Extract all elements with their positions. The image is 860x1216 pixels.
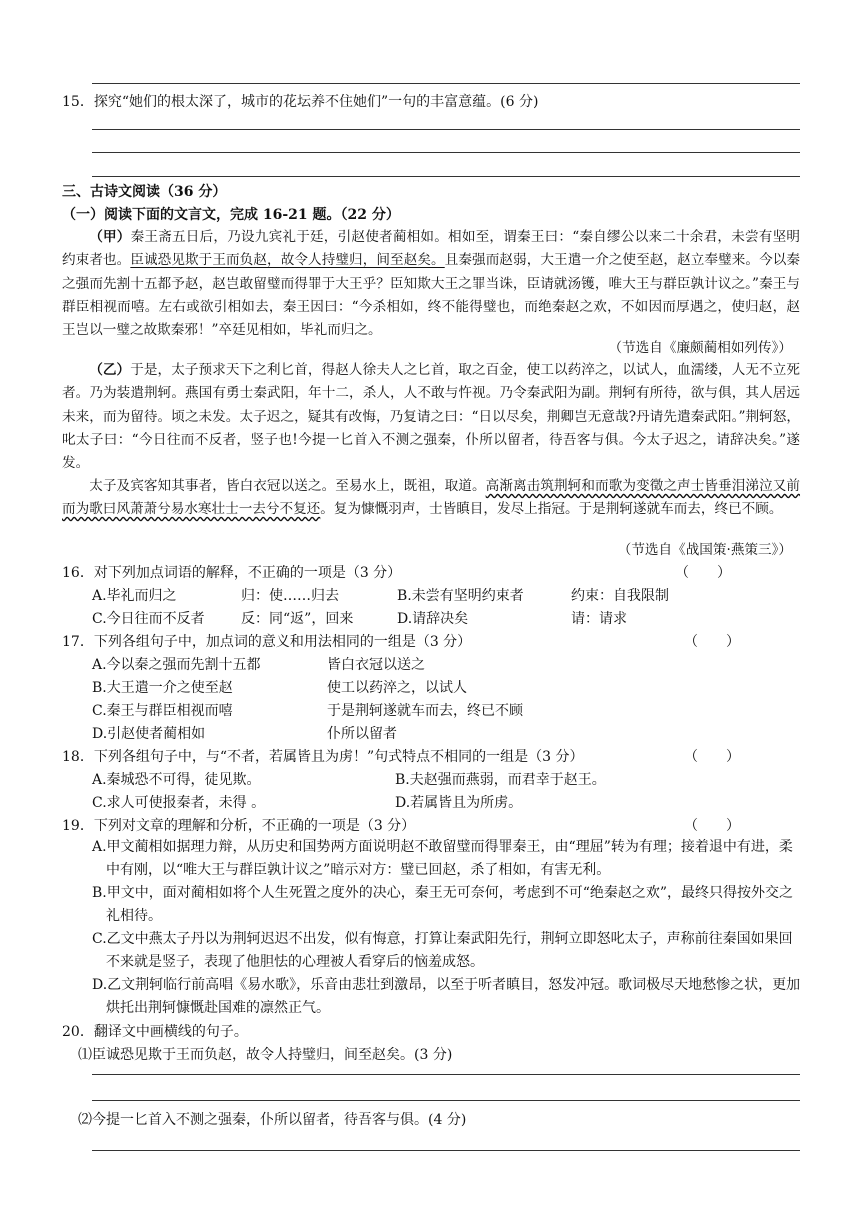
answer-line [92, 129, 800, 130]
option-b: B.甲文中，面对蔺相如将个人生死置之度外的决心，秦王无可奈何，考虑到不可“绝秦赵之欢”，最终只得按外交之礼相待。 [92, 885, 794, 924]
passage-jia [62, 226, 800, 342]
option-d: D.乙文荆轲临行前高唱《易水歌》，乐音由悲壮到激昂，以至于听者瞋目，怒发冲冠。歌词极尽天地愁惨之状，更加烘托出荆轲慷慨赴国难的凛然正气。 [92, 977, 801, 1016]
underlined-sentence: 臣诚恐见欺于王而负赵，故令人持璧归，间至赵矣。 [130, 252, 445, 269]
option-c: C.秦王与群臣相视而嘻 [92, 703, 233, 719]
answer-line [92, 1074, 800, 1075]
option-d: D.若属皆且为所虏。 [395, 795, 523, 811]
subsection-title: （一）阅读下面的文言文，完成 16-21 题。（22 分） [62, 207, 400, 223]
passage-text: 于是，太子预求天下之利匕首，得赵人徐夫人之匕首，取之百金，使工以药淬之，以试人，血濡缕，人无不立死者。乃为装遣荆轲。燕国有勇士秦武阳，年十二，杀人，人不敢与忤视。乃令秦武阳为副。荆轲有所待，欲与俱，其人居远未来，而为留待。顷之未发。太子迟之，疑其有改悔，乃复请之曰：“日以尽矣，荆卿岂无意哉?丹请先遣秦武阳。”荆轲怒，叱太子曰：“今日往而不反者，竖子也!今提一匕首入不测之强秦，仆所以留者，待吾客与俱。今太子迟之，请辞决矣。”遂发。 [62, 362, 800, 472]
passage-yi [62, 359, 800, 475]
option-a: A.甲文蔺相如据理力辩，从历史和国势两方面说明赵不敢留璧而得罪秦王，由“理屈”转为有理；接着退中有进，柔中有刚，以“唯大王与群臣孰计议之”暗示对方：璧已回赵，杀了相如，有害无利。 [92, 839, 793, 878]
answer-line [92, 176, 800, 177]
option-b: B.大王遣一介之使至赵 [92, 680, 233, 696]
translation-item-2: ⑵今提一匕首入不测之强秦，仆所以留者，待吾客与俱。(4 分) [78, 1112, 467, 1128]
option-b-pair: 使工以药淬之，以试人 [327, 680, 467, 696]
option-c: C.求人可使报秦者，未得 。 [92, 795, 266, 811]
option-c-pair: 于是荆轲遂就车而去，终已不顾 [327, 703, 523, 719]
answer-paren: （ ） [684, 818, 740, 834]
wavy-underlined-sentence: 高渐离击筑荆轲和而歌为变徵之声士皆垂泪涕泣又前而为歌曰风萧萧兮易水寒壮士一去兮不复还 [62, 478, 801, 518]
option-a: A.秦城恐不可得，徒见欺。 [92, 772, 261, 788]
answer-line [92, 83, 800, 84]
option-d: D.请辞决矣 [397, 611, 469, 627]
option-a: A.毕礼而归之 [92, 588, 177, 604]
answer-line [92, 152, 800, 153]
answer-paren: （ ） [684, 749, 740, 765]
translation-item-1: ⑴臣诚恐见欺于王而负赵，故令人持璧归，间至赵矣。(3 分) [78, 1047, 453, 1063]
passage-text: 。复为慷慨羽声，士皆瞋目，发尽上指冠。于是荆轲遂就车而去，终已不顾。 [320, 501, 783, 518]
option-d-gloss: 请：请求 [571, 611, 627, 627]
option-b: B.未尝有坚明约束者 [397, 588, 524, 604]
answer-paren: （ ） [684, 634, 740, 650]
option-c: C.乙文中燕太子丹以为荆轲迟迟不出发，似有悔意，打算让秦武阳先行，荆轲立即怒叱太子，声称前往秦国如果回不来就是竖子，表现了他胆怯的心理被人看穿后的恼羞成怒。 [92, 931, 793, 970]
answer-paren: （ ） [675, 565, 731, 581]
option-d-pair: 仆所以留者 [327, 726, 397, 742]
option-a-gloss: 归：使……归去 [241, 588, 339, 604]
passage-source: （节选自《廉颇蔺相如列传》） [608, 340, 792, 356]
option-b-gloss: 约束：自我限制 [571, 588, 669, 604]
passage-label: （乙） [89, 362, 131, 378]
passage-label: （甲） [89, 229, 131, 245]
option-a-pair: 皆白衣冠以送之 [327, 657, 425, 673]
question-18: 18．下列各组句子中，与“不者，若属皆且为虏！”句式特点不相同的一组是（3 分） [62, 749, 584, 765]
passage-text: 且秦强而赵弱，大王遣一介之使至赵，赵立奉璧来。今以秦之强而先割十五都予赵，赵岂敢留璧而得罪于大王乎？臣知欺大王之罪当诛，臣请就汤镬，唯大王与群臣孰计议之。”秦王与群臣相视而嘻。左右或欲引相如去，秦王因曰：“今杀相如，终不能得璧也，而绝秦赵之欢，不如因而厚遇之，使归赵，赵王岂以一璧之故欺秦邪！”卒廷见相如，毕礼而归之。 [62, 252, 801, 339]
option-b: B.夫赵强而燕弱，而君幸于赵王。 [395, 772, 606, 788]
answer-line [92, 1100, 800, 1101]
option-a: A.今以秦之强而先割十五都 [92, 657, 261, 673]
option-d: D.引赵使者蔺相如 [92, 726, 206, 742]
passage-text: 太子及宾客知其事者，皆白衣冠以送之。至易水上，既祖，取道。 [89, 478, 486, 494]
option-c-gloss: 反：同“返”，回来 [241, 611, 354, 627]
answer-line [92, 1150, 800, 1151]
passage-text: 秦王斋五日后，乃设九宾礼于廷，引赵使者蔺相如。相如至，谓秦王曰：“秦自缪公以来二十余君，未尝有坚明约束者也。 [62, 229, 800, 269]
option-c: C.今日往而不反者 [92, 611, 205, 627]
question-17: 17．下列各组句子中，加点词的意义和用法相同的一组是（3 分） [62, 634, 472, 650]
passage-yi-2 [62, 475, 800, 522]
question-16: 16．对下列加点词语的解释，不正确的一项是（3 分） [62, 565, 402, 581]
question-20: 20．翻译文中画横线的句子。 [62, 1024, 248, 1040]
passage-source: （节选自《战国策·燕策三》） [617, 542, 792, 558]
question-19: 19．下列对文章的理解和分析，不正确的一项是（3 分） [62, 818, 416, 834]
section-title: 三、古诗文阅读（36 分） [62, 184, 227, 200]
question-15: 15．探究“她们的根太深了，城市的花坛养不住她们”一句的丰富意蕴。(6 分) [62, 94, 539, 110]
